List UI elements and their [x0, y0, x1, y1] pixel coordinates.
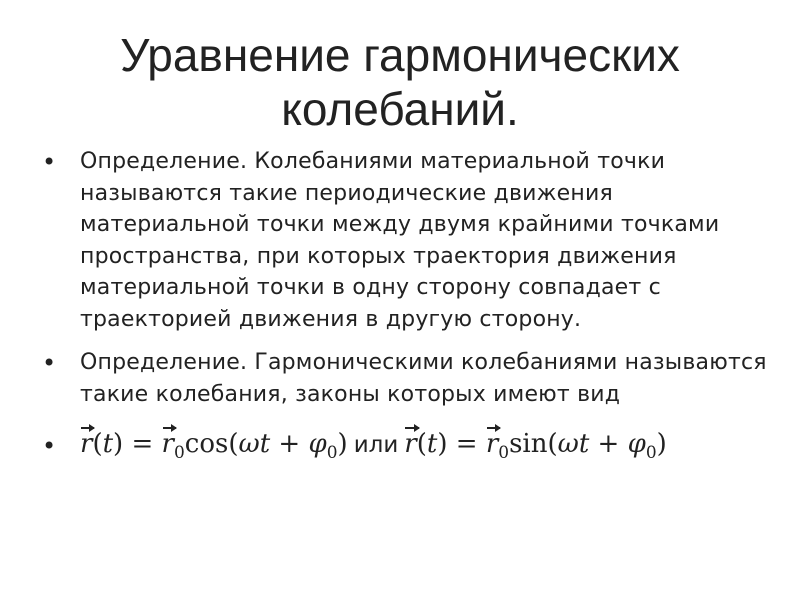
list-item-definition-harmonic — [40, 347, 780, 410]
vector-r: r — [404, 422, 416, 466]
list-item-formula — [40, 422, 780, 475]
bullet-icon: • — [42, 432, 57, 460]
title-line-1: Уравнение гармонических — [120, 29, 680, 81]
bullet-list — [40, 146, 780, 487]
harmonic-equation: $r(t) = r_0\cos(\omega t + \varphi_0)$ или $r(t) = r_0\sin(\omega t + \varphi_0)$ — [80, 422, 780, 475]
vector-r0: r — [162, 422, 174, 466]
bullet-icon: • — [42, 148, 57, 176]
definition-oscillation-text: Определение. Колебаниями материальной точки называются такие периодические движения материальной точки между двумя крайними точками пространства, при которых траектория движения материальной точки в одну сторону совпадает с траекторией движения в другую сторону. — [80, 149, 720, 332]
list-item-definition-oscillation — [40, 146, 780, 335]
bullet-icon: • — [42, 349, 57, 377]
vector-r: r — [80, 422, 92, 466]
vector-r0: r — [486, 422, 498, 466]
title-line-2: колебаний. — [281, 83, 519, 135]
slide-title — [0, 28, 800, 136]
definition-harmonic-text: Определение. Гармоническими колебаниями называются такие колебания, законы которых имеют вид — [80, 350, 767, 407]
or-word: или — [353, 432, 399, 458]
